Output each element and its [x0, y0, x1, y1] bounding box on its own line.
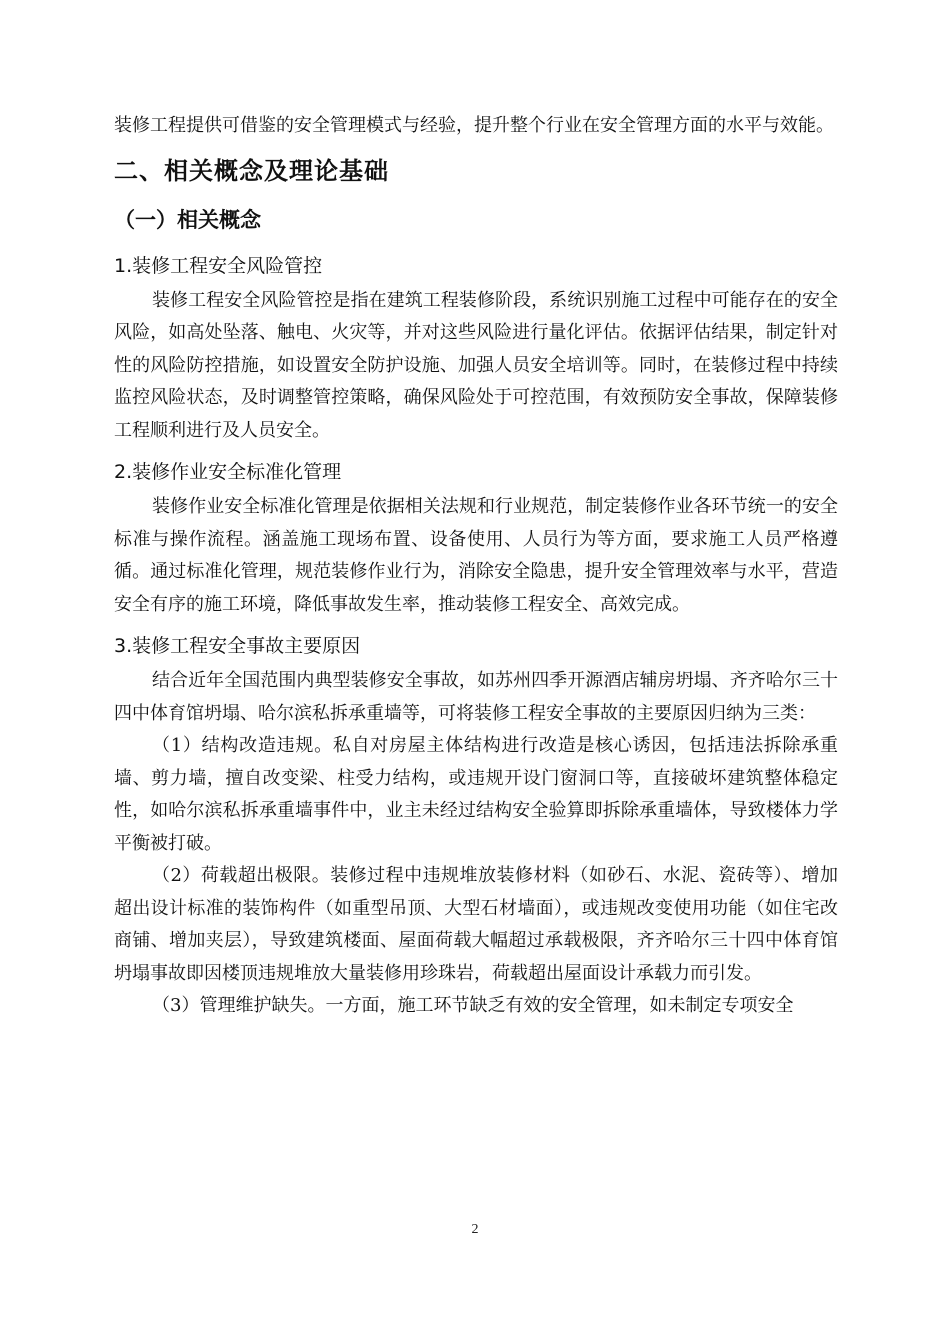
subsection-2: [114, 455, 838, 621]
body-paragraph: 装修工程安全风险管控是指在建筑工程装修阶段，系统识别施工过程中可能存在的安全风险，如高处坠落、触电、火灾等，并对这些风险进行量化评估。依据评估结果，制定针对性的风险防控措施，如设置安全防护设施、加强人员安全培训等。同时，在装修过程中持续监控风险状态，及时调整管控策略，确保风险处于可控范围，有效预防安全事故，保障装修工程顺利进行及人员安全。: [114, 289, 838, 441]
body-paragraph: 装修作业安全标准化管理是依据相关法规和行业规范，制定装修作业各环节统一的安全标准与操作流程。涵盖施工现场布置、设备使用、人员行为等方面，要求施工人员严格遵循。通过标准化管理，规范装修作业行为，消除安全隐患，提升安全管理效率与水平，营造安全有序的施工环境，降低事故发生率，推动装修工程安全、高效完成。: [114, 496, 838, 615]
subsection-3: [114, 629, 838, 1023]
subsection-heading: 3.装修工程安全事故主要原因: [114, 635, 361, 657]
subsection-heading: 1.装修工程安全风险管控: [114, 254, 323, 277]
section-heading: （一）相关概念: [114, 207, 261, 232]
body-paragraph: 结合近年全国范围内典型装修安全事故，如苏州四季开源酒店辅房坍塌、齐齐哈尔三十四中体育馆坍塌、哈尔滨私拆承重墙等，可将装修工程安全事故的主要原因归纳为三类：: [114, 670, 838, 724]
cause-item: （1）结构改造违规。私自对房屋主体结构进行改造是核心诱因，包括违法拆除承重墙、剪力墙，擅自改变梁、柱受力结构，或违规开设门窗洞口等，直接破坏建筑整体稳定性，如哈尔滨私拆承重墙事件中，业主未经过结构安全验算即拆除承重墙体，导致楼体力学平衡被打破。: [114, 735, 838, 854]
subsection-heading: 2.装修作业安全标准化管理: [114, 461, 342, 483]
page-number: 2: [471, 1222, 479, 1237]
page-content: [114, 110, 838, 1031]
subsection-1: [114, 249, 838, 448]
continuation-paragraph: 装修工程提供可借鉴的安全管理模式与经验，提升整个行业在安全管理方面的水平与效能。: [114, 115, 834, 136]
cause-item: （2）荷载超出极限。装修过程中违规堆放装修材料（如砂石、水泥、瓷砖等）、增加超出设计标准的装饰构件（如重型吊顶、大型石材墙面），或违规改变使用功能（如住宅改商铺、增加夹层），导致建筑楼面、屋面荷载大幅超过承载极限，齐齐哈尔三十四中体育馆坍塌事故即因楼顶违规堆放大量装修用珍珠岩，荷载超出屋面设计承载力而引发。: [114, 865, 838, 984]
cause-item: （3）管理维护缺失。一方面，施工环节缺乏有效的安全管理，如未制定专项安全: [152, 995, 794, 1016]
chapter-heading: 二、相关概念及理论基础: [114, 156, 389, 185]
